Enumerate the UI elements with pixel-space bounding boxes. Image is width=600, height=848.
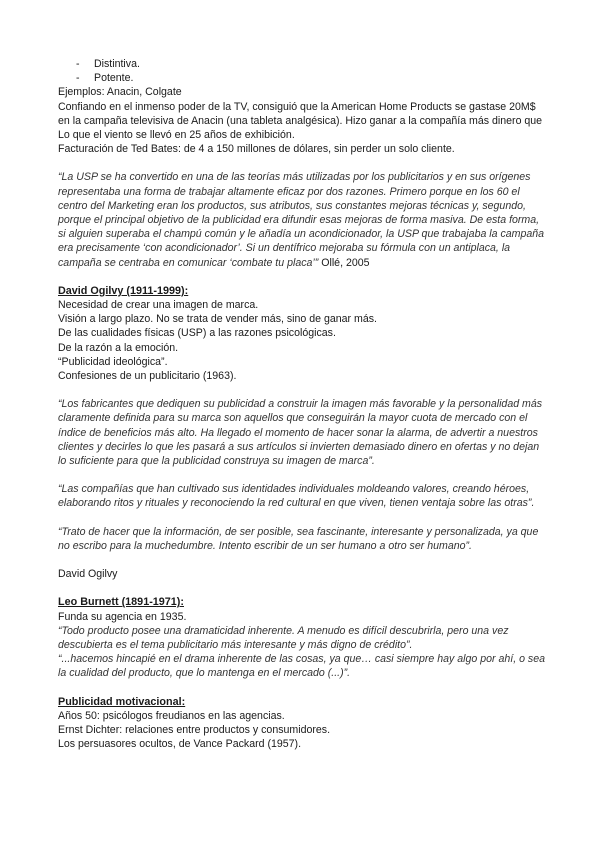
ogilvy-heading: David Ogilvy (1911-1999):	[58, 284, 189, 297]
ogilvy-line: Visión a largo plazo. No se trata de vender más, sino de ganar más.	[58, 313, 377, 326]
motivational-line: Ernst Dichter: relaciones entre productos y consumidores.	[58, 723, 331, 736]
bullet-dash: -	[76, 72, 80, 85]
bullet-text: Distintiva.	[94, 58, 140, 70]
billing-line: Facturación de Ted Bates: de 4 a 150 millones de dólares, sin perder un solo cliente.	[58, 143, 455, 156]
motivational-line: Los persuasores ocultos, de Vance Packard (1957).	[58, 738, 302, 751]
motivational-heading: Publicidad motivacional:	[58, 695, 186, 708]
ogilvy-line: De la razón a la emoción.	[58, 341, 179, 354]
olle-attribution: Ollé, 2005	[318, 256, 370, 269]
ogilvy-quote-1: “Los fabricantes que dediquen su publicidad a construir la imagen más favorable y la personalidad más claramente definida para su marca son aquellos que conseguirán la mayor cuota de mercado con el índice de beneficios más alto. Ha llegado el momento de hacer sonar la alarma, de advertir a nuestros clientes y decirles lo que les pasará a sus artículos si invierten demasiado dinero en ofertas y no dejan lo suficiente para que la publicidad construya su imagen de marca”.	[58, 398, 543, 468]
burnett-quote-2: “...hacemos hincapié en el drama inherente de las cosas, ya que… casi siempre hay algo por ahí, o sea la cualidad del producto, que lo mantenga en el mercado (...)”.	[58, 653, 545, 680]
examples-line: Ejemplos: Anacin, Colgate	[58, 86, 182, 99]
bullet-item	[58, 57, 546, 71]
bullet-item	[58, 71, 546, 85]
olle-quote	[58, 170, 546, 269]
burnett-founded: Funda su agencia en 1935.	[58, 610, 187, 623]
motivational-line: Años 50: psicólogos freudianos en las agencias.	[58, 709, 285, 722]
ogilvy-signature: David Ogilvy	[58, 568, 118, 581]
ogilvy-line: De las cualidades físicas (USP) a las razones psicológicas.	[58, 327, 336, 340]
burnett-heading: Leo Burnett (1891-1971):	[58, 596, 184, 609]
ogilvy-line: “Publicidad ideológica”.	[58, 355, 168, 368]
ogilvy-line: Necesidad de crear una imagen de marca.	[58, 299, 259, 312]
anacin-paragraph: Confiando en el inmenso poder de la TV, consiguió que la American Home Products se gastase 20M$ en la campaña televisiva de Anacin (una tableta analgésica). Hizo ganar a la compañía más dinero que Lo que el viento se llevó en 25 años de exhibición.	[58, 100, 543, 142]
burnett-quote-1: “Todo producto posee una dramaticidad inherente. A menudo es difícil descubrirla, pero una vez descubierta es el tema publicitario más interesante y más digno de crédito”.	[58, 624, 509, 651]
ogilvy-line: Confesiones de un publicitario (1963).	[58, 370, 237, 383]
bullet-dash: -	[76, 58, 80, 70]
ogilvy-quote-2: “Las compañías que han cultivado sus identidades individuales moldeando valores, creando héroes, elaborando ritos y rituales y reconociendo la red cultural en que viven, tienen ventaja sobre las otras”.	[58, 483, 535, 510]
olle-quote-text: “La USP se ha convertido en una de las teorías más utilizadas por los publicitarios y en sus orígenes representaba una forma de trabajar altamente eficaz por dos razones. Primero porque en los 60 el centro del Marketing eran los productos, sus atributos, sus constantes mejoras técnicas y, segundo, porque el principal objetivo de la publicidad era difundir esas mejoras de forma masiva. De esta forma, si alguien superaba el champú común y le añadía un acondicionador, la USP que trabajaba la campaña era precisamente ‘con acondicionador’. Si un dentífrico mejoraba su fórmula con un antiplaca, la campaña se centraba en comunicar ‘combate tu placa’”	[58, 171, 545, 269]
ogilvy-quote-3: “Trato de hacer que la información, de ser posible, sea fascinante, interesante y personalizada, ya que no escribo para la muchedumbre. Intento escribir de un ser humano a otro ser humano”.	[58, 525, 539, 552]
bullet-text: Potente.	[94, 72, 134, 85]
page-content	[58, 57, 546, 751]
